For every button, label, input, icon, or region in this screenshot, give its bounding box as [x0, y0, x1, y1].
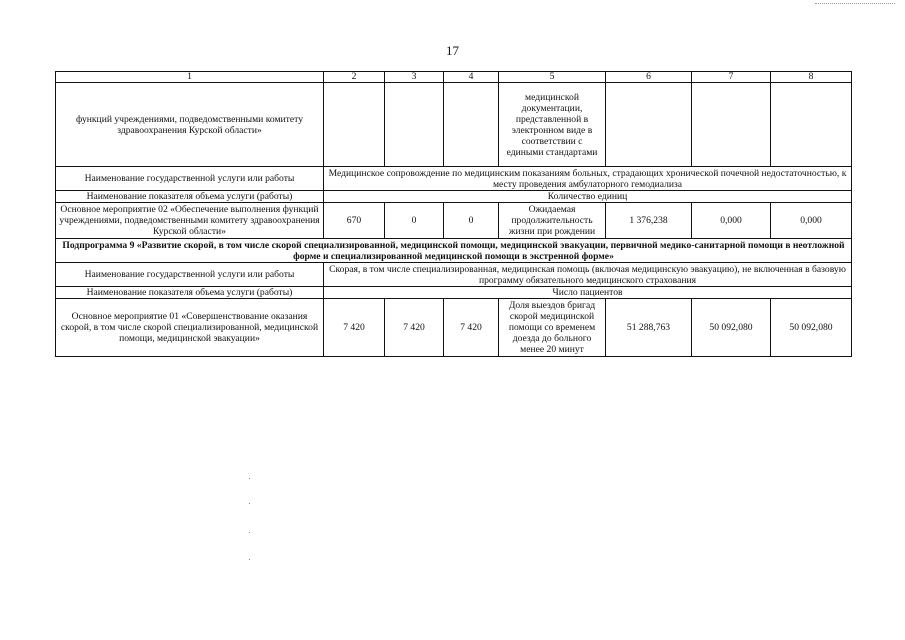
row-label: Наименование показателя объема услуги (работы)	[56, 191, 324, 203]
service-name: Медицинское сопровождение по медицинским показаниям больных, страдающих хронической почечной недостаточностью, к месту проведения амбулаторного гемодиализа	[324, 167, 852, 191]
value-cell	[385, 83, 444, 167]
header-cell: 5	[499, 72, 606, 83]
table-row	[56, 263, 852, 287]
indicator-cell: Ожидаемая продолжительность жизни при рождении	[499, 203, 606, 239]
measure-cell: функций учреждениями, подведомственными комитету здравоохранения Курской области»	[56, 83, 324, 167]
table-row	[56, 299, 852, 357]
scan-speck	[249, 478, 250, 479]
indicator-name: Число пациентов	[324, 287, 852, 299]
table-row	[56, 167, 852, 191]
value-cell: 0,000	[692, 203, 771, 239]
row-label: Наименование государственной услуги или работы	[56, 263, 324, 287]
header-cell: 6	[606, 72, 692, 83]
indicator-cell: медицинской документации, представленной в электронном виде в соответствии с едиными стандартами	[499, 83, 606, 167]
scan-speck	[249, 559, 250, 560]
value-cell	[692, 83, 771, 167]
value-cell: 0	[444, 203, 499, 239]
row-label: Наименование показателя объема услуги (работы)	[56, 287, 324, 299]
measure-cell: Основное мероприятие 01 «Совершенствование оказания скорой, в том числе скорой специализированной, медицинской помощи, медицинской эвакуации»	[56, 299, 324, 357]
value-cell	[444, 83, 499, 167]
scan-speck	[249, 532, 250, 533]
header-row	[56, 72, 852, 83]
value-cell: 7 420	[385, 299, 444, 357]
value-cell: 670	[324, 203, 385, 239]
value-cell	[771, 83, 852, 167]
indicator-name: Количество единиц	[324, 191, 852, 203]
table-row	[56, 203, 852, 239]
table-row	[56, 287, 852, 299]
value-cell: 1 376,238	[606, 203, 692, 239]
table-row	[56, 191, 852, 203]
header-cell: 4	[444, 72, 499, 83]
page-number: 17	[446, 43, 459, 58]
value-cell	[606, 83, 692, 167]
value-cell: 51 288,763	[606, 299, 692, 357]
value-cell: 0	[385, 203, 444, 239]
subprogram-row	[56, 239, 852, 263]
indicator-cell: Доля выездов бригад скорой медицинской помощи со временем доезда до больного менее 20 минут	[499, 299, 606, 357]
value-cell: 0,000	[771, 203, 852, 239]
row-label: Наименование государственной услуги или работы	[56, 167, 324, 191]
value-cell: 7 420	[444, 299, 499, 357]
subprogram-title: Подпрограмма 9 «Развитие скорой, в том числе скорой специализированной, медицинской помощи, медицинской эвакуации, первичной медико-санитарной помощи в неотложной форме и специализированной медицинской помощи в экстренной форме»	[56, 239, 852, 263]
scan-edge-mark	[815, 3, 895, 4]
scan-speck	[249, 503, 250, 504]
header-cell: 8	[771, 72, 852, 83]
measure-cell: Основное мероприятие 02 «Обеспечение выполнения функций учреждениями, подведомственными комитету здравоохранения Курской области»	[56, 203, 324, 239]
value-cell	[324, 83, 385, 167]
value-cell: 7 420	[324, 299, 385, 357]
header-cell: 7	[692, 72, 771, 83]
program-table	[55, 71, 852, 357]
table-row	[56, 83, 852, 167]
value-cell: 50 092,080	[771, 299, 852, 357]
service-name: Скорая, в том числе специализированная, медицинская помощь (включая медицинскую эвакуацию), не включенная в базовую программу обязательного медицинского страхования	[324, 263, 852, 287]
header-cell: 1	[56, 72, 324, 83]
header-cell: 3	[385, 72, 444, 83]
header-cell: 2	[324, 72, 385, 83]
value-cell: 50 092,080	[692, 299, 771, 357]
